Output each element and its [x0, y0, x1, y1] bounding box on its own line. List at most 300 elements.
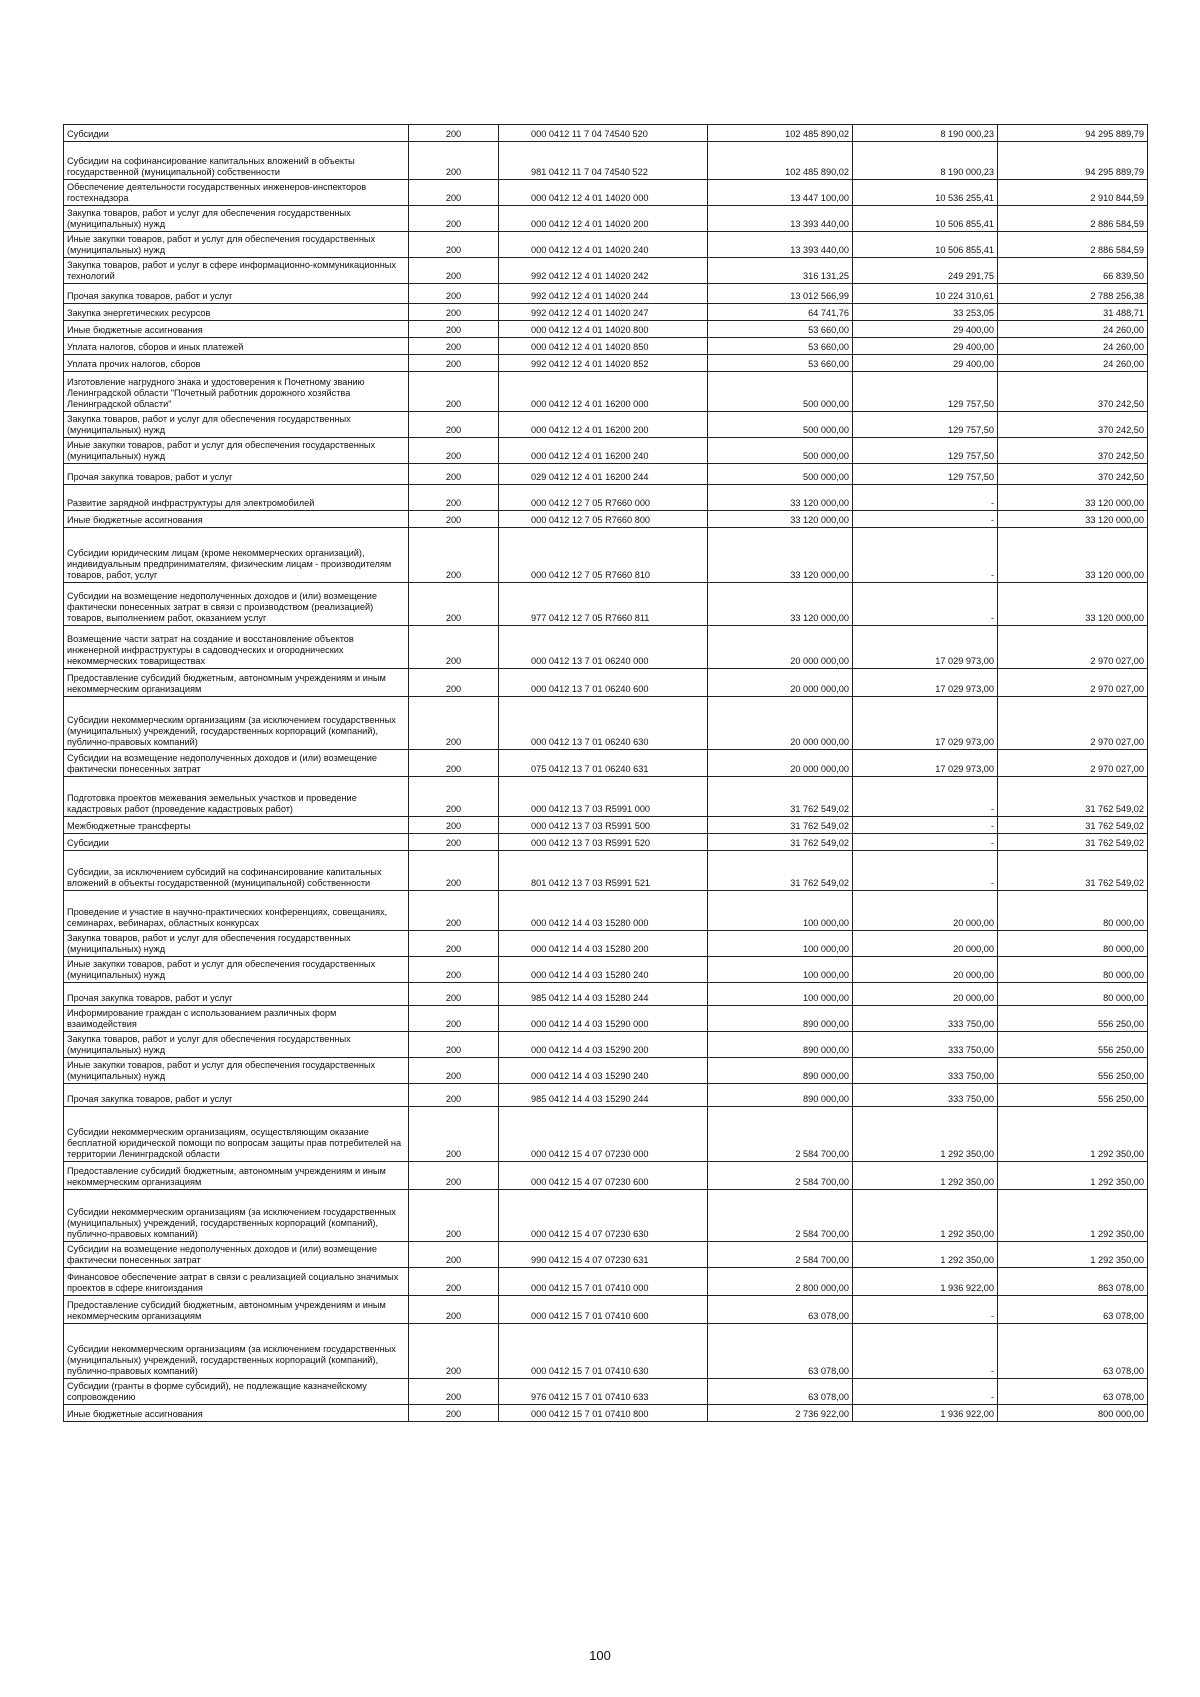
row-unexecuted-amount: 31 762 549,02: [998, 851, 1148, 891]
row-approved-amount: 2 800 000,00: [708, 1268, 853, 1296]
table-row: [64, 957, 1148, 983]
row-executed-amount: 129 757,50: [853, 464, 998, 485]
row-budget-code: 000 0412 15 7 01 07410 800: [499, 1405, 708, 1422]
row-unexecuted-amount: 1 292 350,00: [998, 1162, 1148, 1190]
table-row: [64, 1242, 1148, 1268]
row-name: Уплата налогов, сборов и иных платежей: [64, 338, 409, 355]
table-row: [64, 777, 1148, 817]
row-line-code: 200: [409, 284, 499, 304]
row-unexecuted-amount: 24 260,00: [998, 355, 1148, 372]
row-approved-amount: 20 000 000,00: [708, 750, 853, 777]
row-unexecuted-amount: 370 242,50: [998, 412, 1148, 438]
table-row: [64, 1006, 1148, 1032]
row-executed-amount: 20 000,00: [853, 957, 998, 983]
table-row: [64, 1405, 1148, 1422]
table-row: [64, 125, 1148, 142]
row-name: Развитие зарядной инфраструктуры для электромобилей: [64, 485, 409, 511]
table-body: [64, 125, 1148, 1422]
row-executed-amount: 20 000,00: [853, 891, 998, 931]
row-unexecuted-amount: 2 886 584,59: [998, 232, 1148, 258]
table-row: [64, 1032, 1148, 1058]
table-row: [64, 834, 1148, 851]
row-unexecuted-amount: 33 120 000,00: [998, 485, 1148, 511]
row-approved-amount: 33 120 000,00: [708, 485, 853, 511]
row-executed-amount: 17 029 973,00: [853, 750, 998, 777]
row-executed-amount: -: [853, 777, 998, 817]
table-row: [64, 412, 1148, 438]
row-budget-code: 000 0412 14 4 03 15280 240: [499, 957, 708, 983]
row-budget-code: 000 0412 13 7 01 06240 630: [499, 697, 708, 750]
row-name: Субсидии некоммерческим организациям, осуществляющим оказание бесплатной юридической помощи по вопросам защиты прав потребителей на территории Ленинградской области: [64, 1107, 409, 1162]
row-executed-amount: 333 750,00: [853, 1084, 998, 1107]
row-line-code: 200: [409, 1084, 499, 1107]
row-name: Субсидии на софинансирование капитальных вложений в объекты государственной (муниципальной) собственности: [64, 142, 409, 180]
row-executed-amount: -: [853, 528, 998, 583]
row-name: Иные закупки товаров, работ и услуг для обеспечения государственных (муниципальных) нужд: [64, 438, 409, 464]
row-executed-amount: 129 757,50: [853, 412, 998, 438]
row-unexecuted-amount: 31 762 549,02: [998, 777, 1148, 817]
row-budget-code: 977 0412 12 7 05 R7660 811: [499, 583, 708, 626]
row-name: Закупка товаров, работ и услуг для обеспечения государственных (муниципальных) нужд: [64, 1032, 409, 1058]
row-unexecuted-amount: 370 242,50: [998, 372, 1148, 412]
row-line-code: 200: [409, 669, 499, 697]
row-line-code: 200: [409, 891, 499, 931]
row-budget-code: 029 0412 12 4 01 16200 244: [499, 464, 708, 485]
table-row: [64, 1162, 1148, 1190]
table-row: [64, 891, 1148, 931]
row-line-code: 200: [409, 1268, 499, 1296]
row-name: Финансовое обеспечение затрат в связи с реализацией социально значимых проектов в сфере книгоиздания: [64, 1268, 409, 1296]
row-budget-code: 000 0412 13 7 01 06240 600: [499, 669, 708, 697]
row-budget-code: 000 0412 15 4 07 07230 600: [499, 1162, 708, 1190]
row-name: Прочая закупка товаров, работ и услуг: [64, 464, 409, 485]
row-approved-amount: 102 485 890,02: [708, 142, 853, 180]
row-budget-code: 000 0412 13 7 03 R5991 500: [499, 817, 708, 834]
row-line-code: 200: [409, 817, 499, 834]
row-line-code: 200: [409, 528, 499, 583]
row-budget-code: 981 0412 11 7 04 74540 522: [499, 142, 708, 180]
table-row: [64, 232, 1148, 258]
row-budget-code: 976 0412 15 7 01 07410 633: [499, 1379, 708, 1405]
row-line-code: 200: [409, 626, 499, 669]
row-approved-amount: 20 000 000,00: [708, 697, 853, 750]
table-row: [64, 817, 1148, 834]
row-approved-amount: 316 131,25: [708, 258, 853, 284]
row-executed-amount: 1 292 350,00: [853, 1190, 998, 1242]
row-line-code: 200: [409, 206, 499, 232]
row-name: Субсидии: [64, 125, 409, 142]
row-name: Закупка энергетических ресурсов: [64, 304, 409, 321]
row-executed-amount: 17 029 973,00: [853, 669, 998, 697]
row-line-code: 200: [409, 142, 499, 180]
row-line-code: 200: [409, 583, 499, 626]
row-unexecuted-amount: 2 970 027,00: [998, 669, 1148, 697]
row-budget-code: 000 0412 13 7 01 06240 000: [499, 626, 708, 669]
row-budget-code: 992 0412 12 4 01 14020 852: [499, 355, 708, 372]
row-name: Иные бюджетные ассигнования: [64, 1405, 409, 1422]
row-approved-amount: 31 762 549,02: [708, 851, 853, 891]
row-name: Иные закупки товаров, работ и услуг для обеспечения государственных (муниципальных) нужд: [64, 232, 409, 258]
row-budget-code: 000 0412 15 4 07 07230 000: [499, 1107, 708, 1162]
row-executed-amount: 249 291,75: [853, 258, 998, 284]
row-approved-amount: 100 000,00: [708, 931, 853, 957]
row-approved-amount: 2 584 700,00: [708, 1162, 853, 1190]
table-row: [64, 372, 1148, 412]
row-unexecuted-amount: 556 250,00: [998, 1032, 1148, 1058]
budget-execution-table: [63, 124, 1148, 1422]
row-unexecuted-amount: 33 120 000,00: [998, 528, 1148, 583]
row-line-code: 200: [409, 180, 499, 206]
row-unexecuted-amount: 1 292 350,00: [998, 1190, 1148, 1242]
row-name: Изготовление нагрудного знака и удостоверения к Почетному званию Ленинградской области "Почетный работник дорожного хозяйства Ленинградской области": [64, 372, 409, 412]
row-approved-amount: 20 000 000,00: [708, 669, 853, 697]
row-approved-amount: 890 000,00: [708, 1084, 853, 1107]
row-name: Обеспечение деятельности государственных инженеров-инспекторов гостехнадзора: [64, 180, 409, 206]
row-budget-code: 000 0412 12 4 01 16200 200: [499, 412, 708, 438]
row-executed-amount: 129 757,50: [853, 438, 998, 464]
row-approved-amount: 102 485 890,02: [708, 125, 853, 142]
row-executed-amount: 29 400,00: [853, 321, 998, 338]
row-line-code: 200: [409, 355, 499, 372]
row-unexecuted-amount: 80 000,00: [998, 957, 1148, 983]
table-row: [64, 142, 1148, 180]
row-executed-amount: 1 936 922,00: [853, 1268, 998, 1296]
row-line-code: 200: [409, 983, 499, 1006]
row-line-code: 200: [409, 750, 499, 777]
row-name: Субсидии некоммерческим организациям (за исключением государственных (муниципальных) учреждений, государственных корпораций (компаний), публично-правовых компаний): [64, 1324, 409, 1379]
row-approved-amount: 63 078,00: [708, 1324, 853, 1379]
row-line-code: 200: [409, 1379, 499, 1405]
row-unexecuted-amount: 24 260,00: [998, 338, 1148, 355]
row-budget-code: 000 0412 12 7 05 R7660 800: [499, 511, 708, 528]
row-approved-amount: 63 078,00: [708, 1296, 853, 1324]
row-line-code: 200: [409, 1107, 499, 1162]
row-line-code: 200: [409, 511, 499, 528]
row-executed-amount: 8 190 000,23: [853, 142, 998, 180]
row-budget-code: 000 0412 11 7 04 74540 520: [499, 125, 708, 142]
row-line-code: 200: [409, 338, 499, 355]
row-name: Иные закупки товаров, работ и услуг для обеспечения государственных (муниципальных) нужд: [64, 957, 409, 983]
row-unexecuted-amount: 24 260,00: [998, 321, 1148, 338]
table-row: [64, 180, 1148, 206]
table-row: [64, 438, 1148, 464]
row-approved-amount: 33 120 000,00: [708, 583, 853, 626]
row-unexecuted-amount: 63 078,00: [998, 1379, 1148, 1405]
row-approved-amount: 500 000,00: [708, 372, 853, 412]
row-budget-code: 000 0412 12 4 01 16200 000: [499, 372, 708, 412]
table-row: [64, 1107, 1148, 1162]
row-line-code: 200: [409, 851, 499, 891]
row-name: Прочая закупка товаров, работ и услуг: [64, 983, 409, 1006]
row-line-code: 200: [409, 1242, 499, 1268]
table-row: [64, 304, 1148, 321]
row-approved-amount: 500 000,00: [708, 412, 853, 438]
table-row: [64, 338, 1148, 355]
row-line-code: 200: [409, 321, 499, 338]
row-line-code: 200: [409, 304, 499, 321]
row-approved-amount: 33 120 000,00: [708, 511, 853, 528]
table-row: [64, 464, 1148, 485]
row-executed-amount: -: [853, 485, 998, 511]
row-name: Субсидии некоммерческим организациям (за исключением государственных (муниципальных) учреждений, государственных корпораций (компаний), публично-правовых компаний): [64, 1190, 409, 1242]
row-budget-code: 075 0412 13 7 01 06240 631: [499, 750, 708, 777]
row-name: Межбюджетные трансферты: [64, 817, 409, 834]
row-name: Закупка товаров, работ и услуг для обеспечения государственных (муниципальных) нужд: [64, 412, 409, 438]
row-name: Субсидии некоммерческим организациям (за исключением государственных (муниципальных) учреждений, государственных корпораций (компаний), публично-правовых компаний): [64, 697, 409, 750]
row-approved-amount: 53 660,00: [708, 321, 853, 338]
row-unexecuted-amount: 556 250,00: [998, 1006, 1148, 1032]
table-row: [64, 321, 1148, 338]
row-executed-amount: 8 190 000,23: [853, 125, 998, 142]
table-row: [64, 1084, 1148, 1107]
row-executed-amount: 29 400,00: [853, 338, 998, 355]
row-line-code: 200: [409, 258, 499, 284]
row-name: Субсидии, за исключением субсидий на софинансирование капитальных вложений в объекты государственной (муниципальной) собственности: [64, 851, 409, 891]
row-executed-amount: -: [853, 583, 998, 626]
row-executed-amount: -: [853, 834, 998, 851]
table-row: [64, 355, 1148, 372]
row-line-code: 200: [409, 485, 499, 511]
table-row: [64, 528, 1148, 583]
row-executed-amount: -: [853, 1324, 998, 1379]
row-approved-amount: 53 660,00: [708, 355, 853, 372]
page-number: 100: [589, 1648, 611, 1663]
table-row: [64, 485, 1148, 511]
row-unexecuted-amount: 31 488,71: [998, 304, 1148, 321]
table-row: [64, 206, 1148, 232]
row-budget-code: 000 0412 14 4 03 15290 200: [499, 1032, 708, 1058]
row-name: Иные бюджетные ассигнования: [64, 321, 409, 338]
row-budget-code: 985 0412 14 4 03 15290 244: [499, 1084, 708, 1107]
row-budget-code: 000 0412 13 7 03 R5991 000: [499, 777, 708, 817]
row-name: Субсидии юридическим лицам (кроме некоммерческих организаций), индивидуальным предпринимателям, физическим лицам - производителям товаров, работ, услуг: [64, 528, 409, 583]
row-executed-amount: 10 506 855,41: [853, 206, 998, 232]
table-row: [64, 1324, 1148, 1379]
row-approved-amount: 2 584 700,00: [708, 1242, 853, 1268]
table-row: [64, 258, 1148, 284]
row-line-code: 200: [409, 232, 499, 258]
row-budget-code: 000 0412 12 4 01 14020 000: [499, 180, 708, 206]
row-unexecuted-amount: 2 970 027,00: [998, 626, 1148, 669]
row-executed-amount: 1 292 350,00: [853, 1107, 998, 1162]
table-row: [64, 697, 1148, 750]
row-approved-amount: 13 447 100,00: [708, 180, 853, 206]
row-approved-amount: 13 393 440,00: [708, 232, 853, 258]
row-executed-amount: -: [853, 1296, 998, 1324]
row-executed-amount: 1 292 350,00: [853, 1242, 998, 1268]
row-name: Проведение и участие в научно-практических конференциях, совещаниях, семинарах, вебинарах, областных конкурсах: [64, 891, 409, 931]
row-budget-code: 992 0412 12 4 01 14020 247: [499, 304, 708, 321]
row-approved-amount: 63 078,00: [708, 1379, 853, 1405]
row-budget-code: 000 0412 12 4 01 14020 800: [499, 321, 708, 338]
row-executed-amount: 10 536 255,41: [853, 180, 998, 206]
row-budget-code: 985 0412 14 4 03 15280 244: [499, 983, 708, 1006]
row-executed-amount: 333 750,00: [853, 1006, 998, 1032]
row-executed-amount: 10 224 310,61: [853, 284, 998, 304]
row-approved-amount: 2 736 922,00: [708, 1405, 853, 1422]
table-row: [64, 1268, 1148, 1296]
row-executed-amount: 20 000,00: [853, 931, 998, 957]
row-executed-amount: 33 253,05: [853, 304, 998, 321]
row-executed-amount: 129 757,50: [853, 372, 998, 412]
row-approved-amount: 13 012 566,99: [708, 284, 853, 304]
row-executed-amount: -: [853, 511, 998, 528]
row-approved-amount: 890 000,00: [708, 1058, 853, 1084]
row-unexecuted-amount: 1 292 350,00: [998, 1242, 1148, 1268]
row-name: Прочая закупка товаров, работ и услуг: [64, 1084, 409, 1107]
row-unexecuted-amount: 2 910 844,59: [998, 180, 1148, 206]
row-executed-amount: 17 029 973,00: [853, 626, 998, 669]
row-budget-code: 000 0412 14 4 03 15280 000: [499, 891, 708, 931]
row-name: Субсидии на возмещение недополученных доходов и (или) возмещение фактически понесенных затрат: [64, 1242, 409, 1268]
row-budget-code: 000 0412 12 4 01 14020 200: [499, 206, 708, 232]
row-unexecuted-amount: 863 078,00: [998, 1268, 1148, 1296]
row-approved-amount: 53 660,00: [708, 338, 853, 355]
row-unexecuted-amount: 556 250,00: [998, 1084, 1148, 1107]
table-row: [64, 583, 1148, 626]
row-name: Субсидии (гранты в форме субсидий), не подлежащие казначейскому сопровождению: [64, 1379, 409, 1405]
row-line-code: 200: [409, 697, 499, 750]
row-executed-amount: -: [853, 817, 998, 834]
row-approved-amount: 31 762 549,02: [708, 817, 853, 834]
row-unexecuted-amount: 94 295 889,79: [998, 142, 1148, 180]
row-executed-amount: 1 936 922,00: [853, 1405, 998, 1422]
row-unexecuted-amount: 80 000,00: [998, 983, 1148, 1006]
row-budget-code: 000 0412 12 4 01 14020 240: [499, 232, 708, 258]
row-line-code: 200: [409, 834, 499, 851]
row-approved-amount: 100 000,00: [708, 983, 853, 1006]
row-approved-amount: 890 000,00: [708, 1032, 853, 1058]
row-approved-amount: 31 762 549,02: [708, 777, 853, 817]
row-budget-code: 990 0412 15 4 07 07230 631: [499, 1242, 708, 1268]
row-line-code: 200: [409, 464, 499, 485]
row-budget-code: 992 0412 12 4 01 14020 242: [499, 258, 708, 284]
row-unexecuted-amount: 31 762 549,02: [998, 817, 1148, 834]
row-unexecuted-amount: 556 250,00: [998, 1058, 1148, 1084]
row-budget-code: 000 0412 12 7 05 R7660 810: [499, 528, 708, 583]
table-row: [64, 669, 1148, 697]
row-budget-code: 000 0412 15 7 01 07410 000: [499, 1268, 708, 1296]
row-budget-code: 000 0412 12 7 05 R7660 000: [499, 485, 708, 511]
row-line-code: 200: [409, 1058, 499, 1084]
row-unexecuted-amount: 370 242,50: [998, 464, 1148, 485]
table-row: [64, 511, 1148, 528]
row-name: Субсидии: [64, 834, 409, 851]
row-unexecuted-amount: 33 120 000,00: [998, 583, 1148, 626]
row-approved-amount: 13 393 440,00: [708, 206, 853, 232]
row-line-code: 200: [409, 372, 499, 412]
row-executed-amount: -: [853, 851, 998, 891]
row-approved-amount: 2 584 700,00: [708, 1107, 853, 1162]
row-budget-code: 801 0412 13 7 03 R5991 521: [499, 851, 708, 891]
table-row: [64, 626, 1148, 669]
row-budget-code: 000 0412 15 7 01 07410 600: [499, 1296, 708, 1324]
row-executed-amount: -: [853, 1379, 998, 1405]
table-row: [64, 1058, 1148, 1084]
row-budget-code: 000 0412 12 4 01 14020 850: [499, 338, 708, 355]
row-approved-amount: 2 584 700,00: [708, 1190, 853, 1242]
row-name: Возмещение части затрат на создание и восстановление объектов инженерной инфраструктуры в садоводческих и огороднических некоммерческих товариществах: [64, 626, 409, 669]
row-name: Иные бюджетные ассигнования: [64, 511, 409, 528]
row-unexecuted-amount: 80 000,00: [998, 931, 1148, 957]
table-row: [64, 750, 1148, 777]
row-name: Информирование граждан с использованием различных форм взаимодействия: [64, 1006, 409, 1032]
row-unexecuted-amount: 33 120 000,00: [998, 511, 1148, 528]
row-unexecuted-amount: 80 000,00: [998, 891, 1148, 931]
row-unexecuted-amount: 94 295 889,79: [998, 125, 1148, 142]
row-executed-amount: 29 400,00: [853, 355, 998, 372]
row-unexecuted-amount: 66 839,50: [998, 258, 1148, 284]
row-unexecuted-amount: 2 886 584,59: [998, 206, 1148, 232]
row-unexecuted-amount: 63 078,00: [998, 1296, 1148, 1324]
row-unexecuted-amount: 800 000,00: [998, 1405, 1148, 1422]
row-line-code: 200: [409, 412, 499, 438]
row-name: Субсидии на возмещение недополученных доходов и (или) возмещение фактически понесенных затрат: [64, 750, 409, 777]
row-executed-amount: 1 292 350,00: [853, 1162, 998, 1190]
row-approved-amount: 100 000,00: [708, 957, 853, 983]
row-name: Подготовка проектов межевания земельных участков и проведение кадастровых работ (проведение кадастровых работ): [64, 777, 409, 817]
table-row: [64, 1296, 1148, 1324]
table-row: [64, 1379, 1148, 1405]
row-approved-amount: 100 000,00: [708, 891, 853, 931]
row-line-code: 200: [409, 1405, 499, 1422]
row-approved-amount: 20 000 000,00: [708, 626, 853, 669]
table-row: [64, 284, 1148, 304]
row-approved-amount: 33 120 000,00: [708, 528, 853, 583]
row-budget-code: 000 0412 14 4 03 15290 240: [499, 1058, 708, 1084]
row-line-code: 200: [409, 1324, 499, 1379]
row-budget-code: 000 0412 15 7 01 07410 630: [499, 1324, 708, 1379]
row-budget-code: 000 0412 14 4 03 15280 200: [499, 931, 708, 957]
row-line-code: 200: [409, 1006, 499, 1032]
table-row: [64, 931, 1148, 957]
row-line-code: 200: [409, 1190, 499, 1242]
row-line-code: 200: [409, 931, 499, 957]
row-name: Закупка товаров, работ и услуг для обеспечения государственных (муниципальных) нужд: [64, 931, 409, 957]
row-line-code: 200: [409, 957, 499, 983]
row-unexecuted-amount: 1 292 350,00: [998, 1107, 1148, 1162]
row-unexecuted-amount: 2 970 027,00: [998, 697, 1148, 750]
table-row: [64, 851, 1148, 891]
row-executed-amount: 333 750,00: [853, 1032, 998, 1058]
row-name: Предоставление субсидий бюджетным, автономным учреждениям и иным некоммерческим организациям: [64, 1162, 409, 1190]
row-executed-amount: 10 506 855,41: [853, 232, 998, 258]
row-name: Уплата прочих налогов, сборов: [64, 355, 409, 372]
row-name: Предоставление субсидий бюджетным, автономным учреждениям и иным некоммерческим организациям: [64, 1296, 409, 1324]
row-line-code: 200: [409, 1296, 499, 1324]
row-unexecuted-amount: 31 762 549,02: [998, 834, 1148, 851]
row-name: Прочая закупка товаров, работ и услуг: [64, 284, 409, 304]
row-approved-amount: 500 000,00: [708, 464, 853, 485]
row-budget-code: 000 0412 15 4 07 07230 630: [499, 1190, 708, 1242]
row-executed-amount: 20 000,00: [853, 983, 998, 1006]
row-unexecuted-amount: 63 078,00: [998, 1324, 1148, 1379]
row-name: Закупка товаров, работ и услуг в сфере информационно-коммуникационных технологий: [64, 258, 409, 284]
row-name: Закупка товаров, работ и услуг для обеспечения государственных (муниципальных) нужд: [64, 206, 409, 232]
row-line-code: 200: [409, 777, 499, 817]
row-executed-amount: 17 029 973,00: [853, 697, 998, 750]
row-budget-code: 992 0412 12 4 01 14020 244: [499, 284, 708, 304]
row-approved-amount: 64 741,76: [708, 304, 853, 321]
row-unexecuted-amount: 2 788 256,38: [998, 284, 1148, 304]
row-approved-amount: 890 000,00: [708, 1006, 853, 1032]
row-name: Иные закупки товаров, работ и услуг для обеспечения государственных (муниципальных) нужд: [64, 1058, 409, 1084]
row-line-code: 200: [409, 438, 499, 464]
row-approved-amount: 500 000,00: [708, 438, 853, 464]
table-row: [64, 983, 1148, 1006]
row-line-code: 200: [409, 1162, 499, 1190]
row-unexecuted-amount: 2 970 027,00: [998, 750, 1148, 777]
